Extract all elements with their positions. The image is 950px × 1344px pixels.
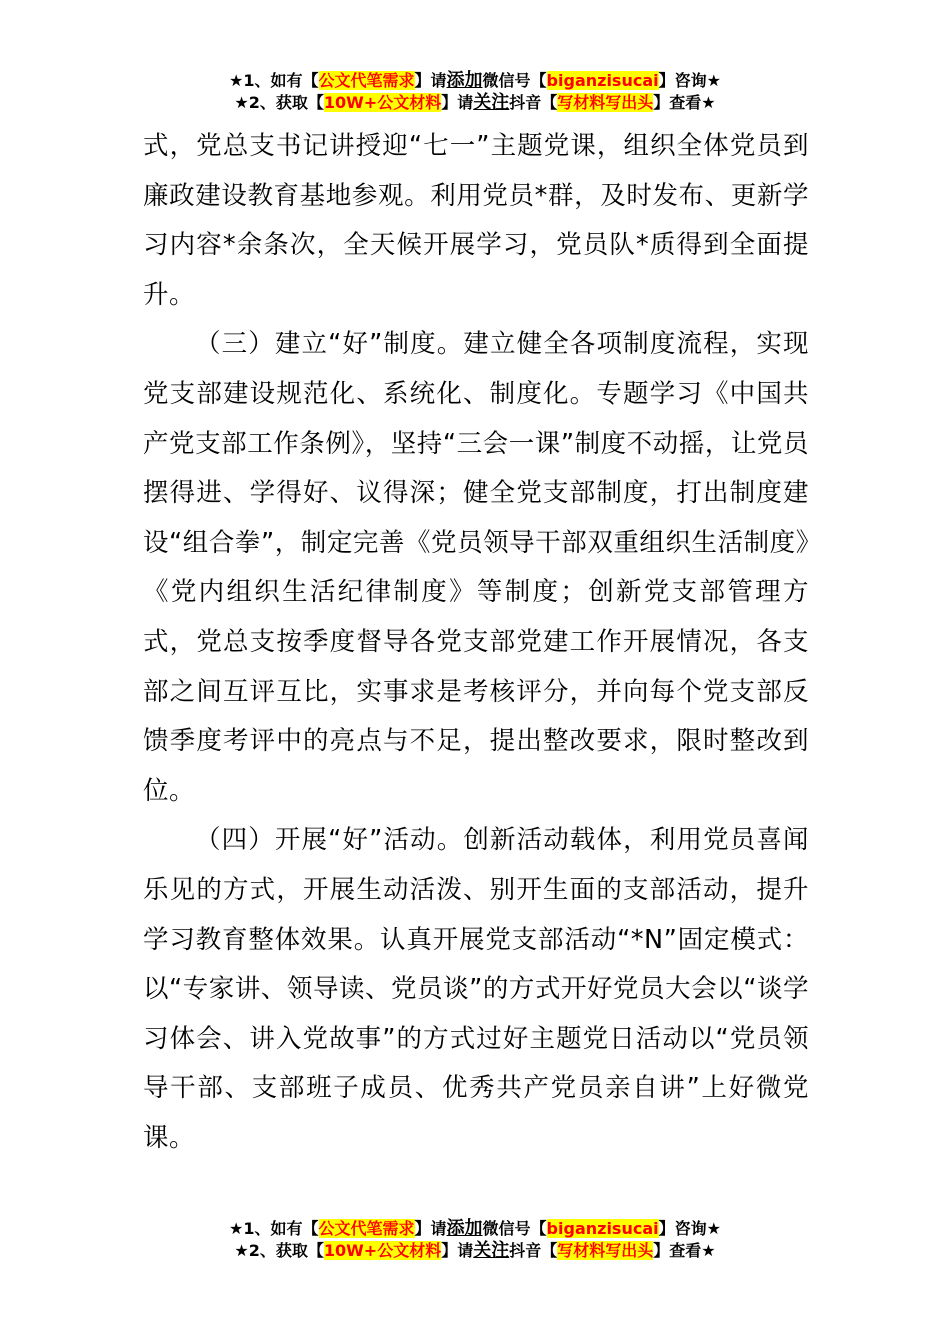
highlight-materials: 10W+公文材料 (323, 1241, 442, 1260)
douyin-account: 写材料写出头 (557, 93, 654, 112)
paragraph-section-4: （四）开展“好”活动。创新活动载体，利用党员喜闻乐见的方式，开展生动活泼、别开生面的支部活动，提升学习教育整体效果。认真开展党支部活动“*N”固定模式：以“专家讲、领导读、党员谈”的方式开好党员大会以“谈学习体会、讲入党故事”的方式过好主题党日活动以“党员领导干部、支部班子成员、优秀共产党员亲自讲”上好微党课。 (143, 825, 809, 1153)
star-icon: ★ (701, 93, 716, 112)
douyin-account: 写材料写出头 (557, 1241, 654, 1260)
wechat-id: biganzisucai (546, 71, 659, 90)
star-icon: ★ (706, 71, 721, 90)
banner-line-1: ★1、如有【公文代笔需求】请添加微信号【biganzisucai】咨询★ (229, 70, 721, 91)
highlight-service: 公文代笔需求 (318, 71, 415, 90)
paragraph-section-3: （三）建立“好”制度。建立健全各项制度流程，实现党支部建设规范化、系统化、制度化。专题学习《中国共产党支部工作条例》，坚持“三会一课”制度不动摇，让党员摆得进、学得好、议得深；健全党支部制度，打出制度建设“组合拳”，制定完善《党员领导干部双重组织生活制度》《党内组织生活纪律制度》等制度；创新党支部管理方式，党总支按季度督导各党支部党建工作开展情况，各支部之间互评互比，实事求是考核评分，并向每个党支部反馈季度考评中的亮点与不足，提出整改要求，限时整改到位。 (143, 329, 809, 806)
star-icon: ★ (229, 71, 244, 90)
footer-banner (0, 1218, 950, 1262)
document-body (143, 122, 809, 1163)
wechat-id: biganzisucai (546, 1219, 659, 1238)
banner-line-1: ★1、如有【公文代笔需求】请添加微信号【biganzisucai】咨询★ (229, 1218, 721, 1239)
star-icon: ★ (706, 1219, 721, 1238)
header-banner (0, 70, 950, 114)
star-icon: ★ (229, 1219, 244, 1238)
paragraph-continued: 式，党总支书记讲授迎“七一”主题党课，组织全体党员到廉政建设教育基地参观。利用党员*群，及时发布、更新学习内容*余条次，全天候开展学习，党员队*质得到全面提升。 (143, 131, 809, 310)
highlight-materials: 10W+公文材料 (323, 93, 442, 112)
banner-line-2: ★2、获取【10W+公文材料】请关注抖音【写材料写出头】查看★ (234, 92, 716, 113)
star-icon: ★ (234, 93, 249, 112)
star-icon: ★ (701, 1241, 716, 1260)
banner-line-2: ★2、获取【10W+公文材料】请关注抖音【写材料写出头】查看★ (234, 1240, 716, 1261)
star-icon: ★ (234, 1241, 249, 1260)
highlight-service: 公文代笔需求 (318, 1219, 415, 1238)
